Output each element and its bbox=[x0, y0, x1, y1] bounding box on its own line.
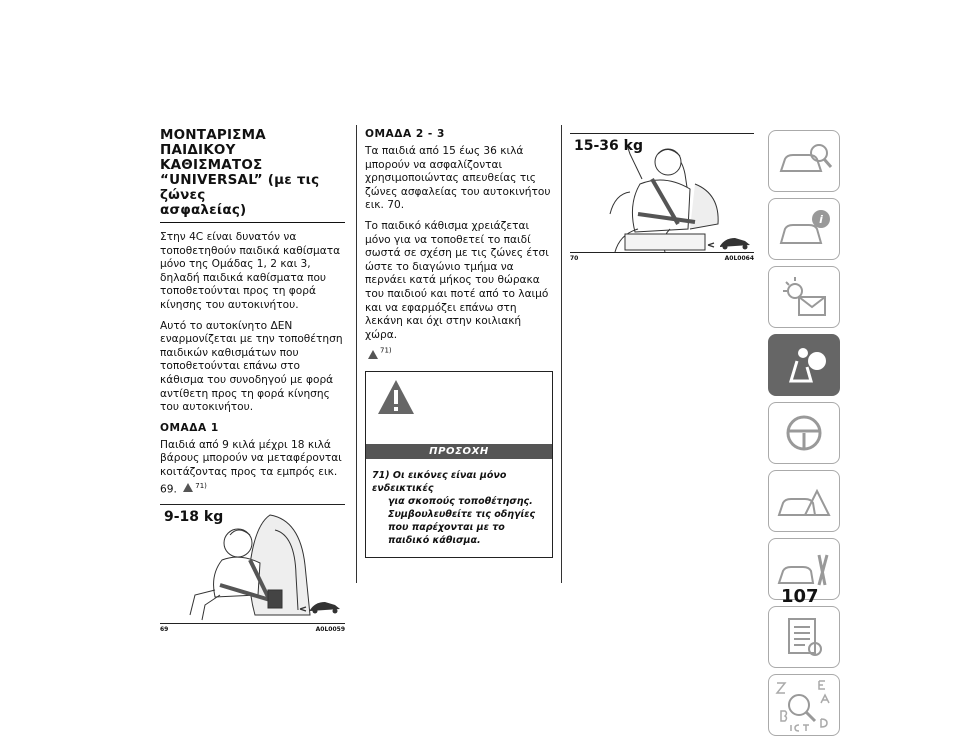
paragraph: Αυτό το αυτοκίνητο ΔΕΝ εναρμονίζεται με την τοποθέτηση παιδικών καθισμάτων που τοποθετούνται επάνω στο κάθισμα του συνοδηγού με φορά αντίθετη προς τη φορά κίνησης του αυτοκινήτου. bbox=[160, 319, 343, 414]
car-info-icon bbox=[769, 199, 839, 259]
title-divider bbox=[160, 222, 345, 223]
paragraph: Στην 4C είναι δυνατόν να τοποθετηθούν παιδικά καθίσματα μόνο της Ομάδας 1, 2 και 3, δηλαδή παιδικά καθίσματα που τοποθετούνται προς τη φορά κίνησης του αυτοκινήτου. bbox=[160, 231, 341, 311]
column-middle bbox=[365, 128, 553, 558]
section-title-line: “UNIVERSAL” (με τις ζώνες bbox=[160, 172, 320, 203]
paragraph-with-ref bbox=[160, 439, 345, 497]
specs-document-icon bbox=[769, 607, 839, 667]
warning-label: ΠΡΟΣΟΧΗ bbox=[366, 444, 552, 459]
figure-number: 69 bbox=[160, 625, 169, 633]
car-magnifier-icon bbox=[769, 131, 839, 191]
warning-light-mail-icon bbox=[769, 267, 839, 327]
section-title-line: ασφαλείας) bbox=[160, 202, 247, 218]
warning-triangle-icon bbox=[376, 378, 416, 416]
group-heading: ΟΜΑΔΑ 2 - 3 bbox=[365, 128, 445, 140]
figure-weight-label: 15-36 kg bbox=[574, 138, 643, 154]
index-alphabet-icon bbox=[769, 675, 839, 735]
column-left bbox=[160, 128, 345, 633]
tab-index[interactable] bbox=[768, 674, 840, 736]
figure-caption-bar bbox=[160, 623, 345, 633]
warning-item-number: 71) bbox=[372, 470, 390, 482]
warning-text-first-line: Οι εικόνες είναι μόνο ενδεικτικές bbox=[372, 470, 507, 495]
tab-technical-data[interactable] bbox=[768, 606, 840, 668]
warning-ref-line bbox=[365, 344, 553, 363]
section-title-line: ΜΟΝΤΑΡΙΣΜΑ ΠΑΙΔΙΚΟΥ bbox=[160, 127, 266, 158]
tab-emergency[interactable] bbox=[768, 470, 840, 532]
tab-starting-driving[interactable] bbox=[768, 402, 840, 464]
column-divider bbox=[561, 125, 562, 583]
car-warning-triangle-icon bbox=[769, 471, 839, 531]
section-title bbox=[160, 128, 345, 218]
page-number: 107 bbox=[781, 586, 819, 607]
column-divider bbox=[356, 125, 357, 583]
paragraph-with-ref bbox=[365, 220, 553, 342]
paragraph: Τα παιδιά από 15 έως 36 κιλά μπορούν να ασφαλίζονται χρησιμοποιώντας απευθείας τις ζώνες ασφαλείας του αυτοκινήτου εικ. 70. bbox=[365, 145, 551, 212]
warning-icon-area bbox=[366, 372, 552, 444]
warning-text bbox=[366, 459, 552, 557]
steering-wheel-icon bbox=[769, 403, 839, 463]
tab-car-info[interactable] bbox=[768, 198, 840, 260]
section-title-line: ΚΑΘΙΣΜΑΤΟΣ bbox=[160, 157, 263, 173]
tab-car-magnifier[interactable] bbox=[768, 130, 840, 192]
figure-weight-label: 9-18 kg bbox=[164, 508, 224, 525]
warning-triangle-icon bbox=[368, 350, 378, 359]
tab-safety[interactable] bbox=[768, 334, 840, 396]
warning-reference[interactable]: 71) bbox=[195, 481, 207, 490]
figure-70 bbox=[570, 133, 754, 262]
chapter-tabs bbox=[768, 130, 840, 742]
svg-text:i: i bbox=[819, 213, 823, 226]
figure-number: 70 bbox=[570, 255, 579, 262]
airbag-passenger-icon bbox=[769, 335, 839, 395]
column-right bbox=[570, 133, 754, 262]
group-heading: ΟΜΑΔΑ 1 bbox=[160, 421, 219, 434]
figure-code: A0L0059 bbox=[315, 625, 345, 633]
warning-triangle-icon bbox=[183, 483, 193, 492]
figure-69 bbox=[160, 504, 345, 633]
paragraph-text: Το παιδικό κάθισμα χρειάζεται μόνο για να τοποθετεί το παιδί σωστά σε σχέση με τις ζώνες έτσι ώστε το διαγώνιο τμήμα να περνάει κατά μήκος του θώρακα του παιδιού και ποτέ από το λαιμό και να εφαρμόζει επάνω στη λεκάνη και όχι στην κοιλιακή χώρα. bbox=[365, 219, 549, 341]
tab-warning-lights[interactable] bbox=[768, 266, 840, 328]
car-side-icon bbox=[708, 238, 750, 250]
warning-box bbox=[365, 371, 553, 558]
warning-reference[interactable]: 71) bbox=[380, 346, 392, 355]
figure-caption-bar bbox=[570, 252, 754, 262]
warning-text-rest: για σκοπούς τοποθέτησης. Συμβουλευθείτε τις οδηγίες που παρέχονται με το παιδικό κάθισμα. bbox=[388, 496, 536, 547]
figure-code: A0L0064 bbox=[724, 255, 754, 262]
paragraph-text: Παιδιά από 9 κιλά μέχρι 18 κιλά βάρους μπορούν να μεταφέρονται κοιτάζοντας προς τα εμπρός εικ. 69. bbox=[160, 438, 342, 496]
